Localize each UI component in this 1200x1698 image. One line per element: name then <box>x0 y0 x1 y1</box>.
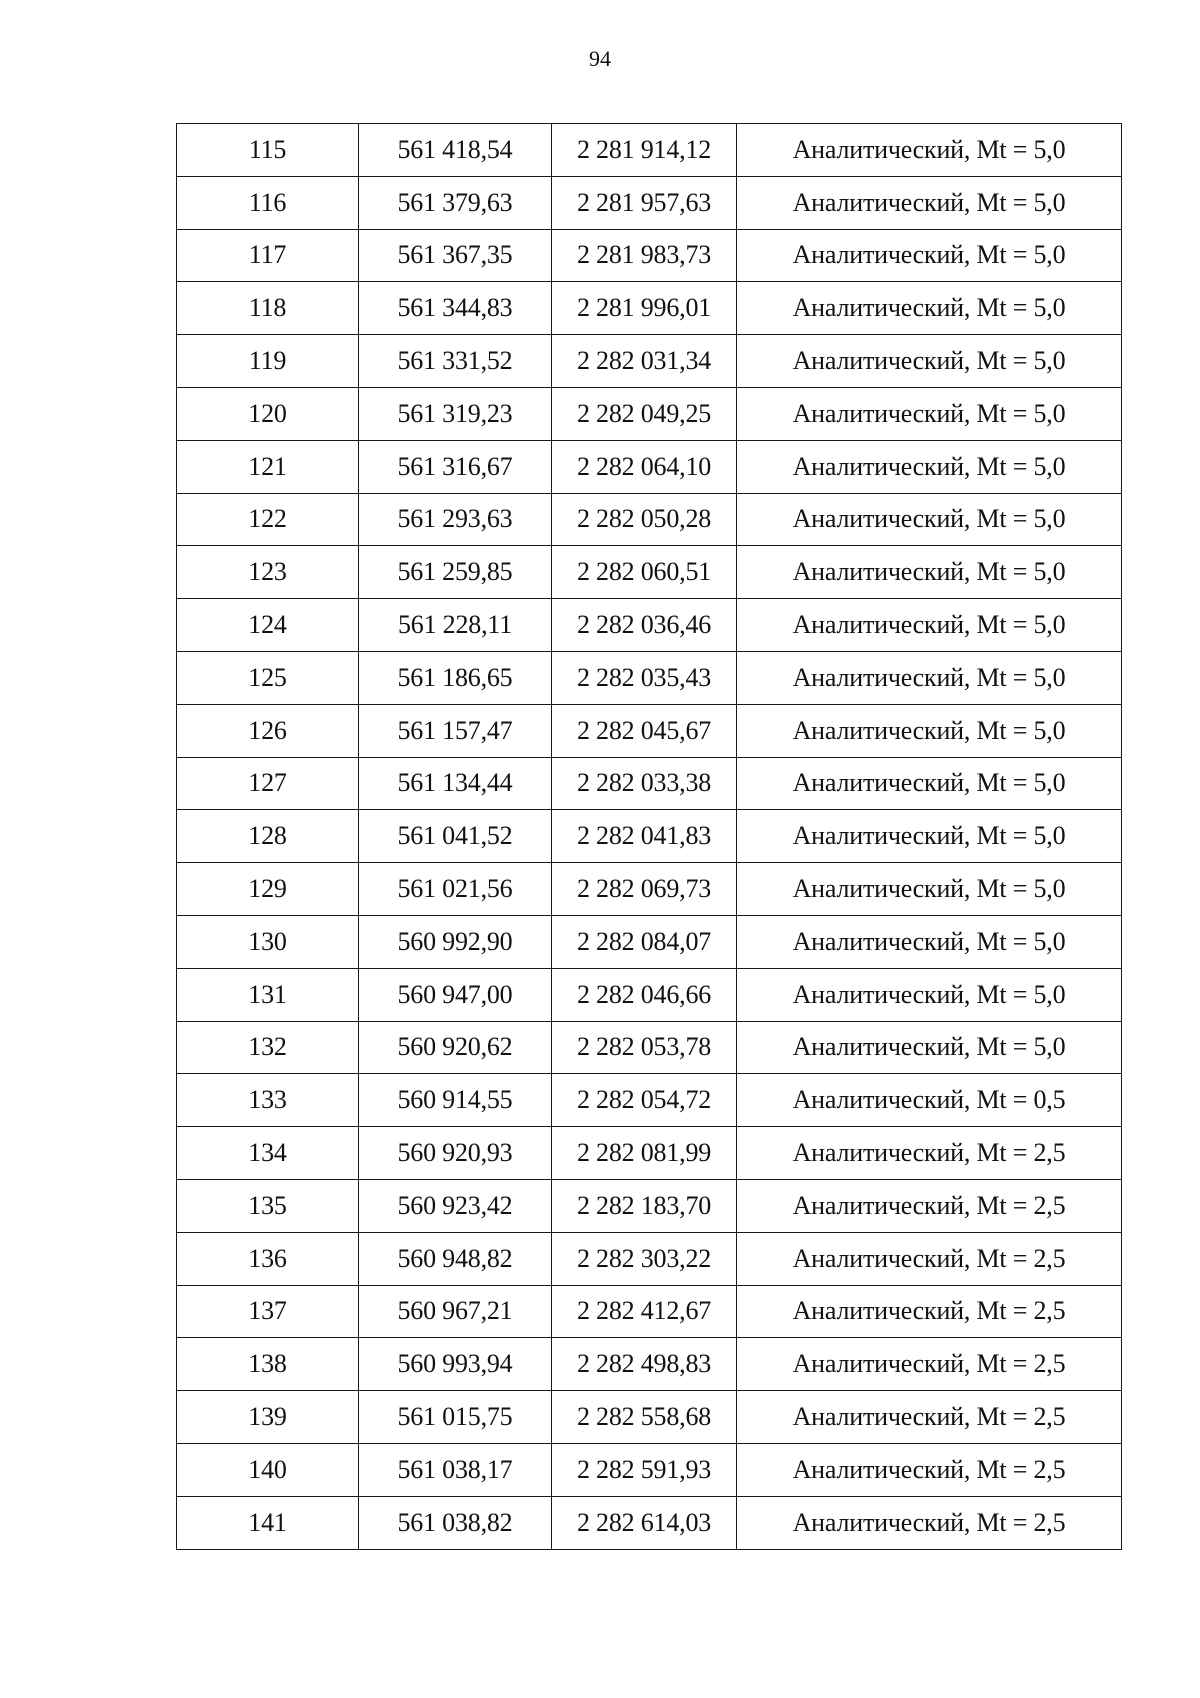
y-coordinate-cell: 2 282 412,67 <box>552 1285 737 1338</box>
x-coordinate-cell: 561 316,67 <box>359 440 552 493</box>
point-number-cell: 134 <box>177 1127 359 1180</box>
method-accuracy-cell: Аналитический, Mt = 5,0 <box>737 229 1122 282</box>
point-number-cell: 131 <box>177 968 359 1021</box>
method-accuracy-cell: Аналитический, Mt = 5,0 <box>737 863 1122 916</box>
point-number-cell: 121 <box>177 440 359 493</box>
point-number-cell: 116 <box>177 176 359 229</box>
y-coordinate-cell: 2 281 957,63 <box>552 176 737 229</box>
x-coordinate-cell: 560 947,00 <box>359 968 552 1021</box>
point-number-cell: 122 <box>177 493 359 546</box>
x-coordinate-cell: 560 914,55 <box>359 1074 552 1127</box>
x-coordinate-cell: 560 992,90 <box>359 915 552 968</box>
coordinates-table <box>176 123 1122 1550</box>
y-coordinate-cell: 2 282 050,28 <box>552 493 737 546</box>
table-row <box>177 282 1122 335</box>
x-coordinate-cell: 560 920,62 <box>359 1021 552 1074</box>
y-coordinate-cell: 2 282 084,07 <box>552 915 737 968</box>
method-accuracy-cell: Аналитический, Mt = 2,5 <box>737 1496 1122 1549</box>
point-number-cell: 135 <box>177 1179 359 1232</box>
x-coordinate-cell: 561 228,11 <box>359 599 552 652</box>
y-coordinate-cell: 2 282 053,78 <box>552 1021 737 1074</box>
x-coordinate-cell: 561 344,83 <box>359 282 552 335</box>
method-accuracy-cell: Аналитический, Mt = 5,0 <box>737 387 1122 440</box>
table-row <box>177 1443 1122 1496</box>
y-coordinate-cell: 2 281 914,12 <box>552 124 737 177</box>
table-row <box>177 704 1122 757</box>
table-row <box>177 493 1122 546</box>
table-row <box>177 546 1122 599</box>
method-accuracy-cell: Аналитический, Mt = 5,0 <box>737 176 1122 229</box>
x-coordinate-cell: 561 038,17 <box>359 1443 552 1496</box>
table-row <box>177 1496 1122 1549</box>
point-number-cell: 127 <box>177 757 359 810</box>
method-accuracy-cell: Аналитический, Mt = 2,5 <box>737 1443 1122 1496</box>
point-number-cell: 128 <box>177 810 359 863</box>
y-coordinate-cell: 2 282 498,83 <box>552 1338 737 1391</box>
x-coordinate-cell: 560 948,82 <box>359 1232 552 1285</box>
y-coordinate-cell: 2 282 303,22 <box>552 1232 737 1285</box>
x-coordinate-cell: 561 331,52 <box>359 335 552 388</box>
table-row <box>177 1127 1122 1180</box>
method-accuracy-cell: Аналитический, Mt = 5,0 <box>737 757 1122 810</box>
method-accuracy-cell: Аналитический, Mt = 5,0 <box>737 546 1122 599</box>
point-number-cell: 138 <box>177 1338 359 1391</box>
y-coordinate-cell: 2 282 035,43 <box>552 651 737 704</box>
x-coordinate-cell: 560 967,21 <box>359 1285 552 1338</box>
method-accuracy-cell: Аналитический, Mt = 5,0 <box>737 124 1122 177</box>
x-coordinate-cell: 560 923,42 <box>359 1179 552 1232</box>
method-accuracy-cell: Аналитический, Mt = 2,5 <box>737 1232 1122 1285</box>
table-row <box>177 1021 1122 1074</box>
y-coordinate-cell: 2 282 054,72 <box>552 1074 737 1127</box>
point-number-cell: 125 <box>177 651 359 704</box>
y-coordinate-cell: 2 282 614,03 <box>552 1496 737 1549</box>
x-coordinate-cell: 560 920,93 <box>359 1127 552 1180</box>
page-number: 94 <box>589 46 611 71</box>
table-row <box>177 599 1122 652</box>
x-coordinate-cell: 561 157,47 <box>359 704 552 757</box>
x-coordinate-cell: 561 367,35 <box>359 229 552 282</box>
table-row <box>177 387 1122 440</box>
table-row <box>177 229 1122 282</box>
point-number-cell: 120 <box>177 387 359 440</box>
method-accuracy-cell: Аналитический, Mt = 5,0 <box>737 335 1122 388</box>
x-coordinate-cell: 561 319,23 <box>359 387 552 440</box>
y-coordinate-cell: 2 281 996,01 <box>552 282 737 335</box>
table-row <box>177 1232 1122 1285</box>
coordinates-table-body <box>177 124 1122 1550</box>
point-number-cell: 137 <box>177 1285 359 1338</box>
x-coordinate-cell: 561 038,82 <box>359 1496 552 1549</box>
x-coordinate-cell: 561 259,85 <box>359 546 552 599</box>
y-coordinate-cell: 2 282 041,83 <box>552 810 737 863</box>
y-coordinate-cell: 2 281 983,73 <box>552 229 737 282</box>
table-row <box>177 124 1122 177</box>
table-row <box>177 757 1122 810</box>
table-row <box>177 915 1122 968</box>
method-accuracy-cell: Аналитический, Mt = 5,0 <box>737 704 1122 757</box>
y-coordinate-cell: 2 282 033,38 <box>552 757 737 810</box>
method-accuracy-cell: Аналитический, Mt = 5,0 <box>737 282 1122 335</box>
table-row <box>177 863 1122 916</box>
point-number-cell: 139 <box>177 1391 359 1444</box>
point-number-cell: 132 <box>177 1021 359 1074</box>
point-number-cell: 130 <box>177 915 359 968</box>
method-accuracy-cell: Аналитический, Mt = 0,5 <box>737 1074 1122 1127</box>
method-accuracy-cell: Аналитический, Mt = 5,0 <box>737 440 1122 493</box>
point-number-cell: 126 <box>177 704 359 757</box>
x-coordinate-cell: 561 418,54 <box>359 124 552 177</box>
x-coordinate-cell: 561 015,75 <box>359 1391 552 1444</box>
method-accuracy-cell: Аналитический, Mt = 2,5 <box>737 1285 1122 1338</box>
point-number-cell: 129 <box>177 863 359 916</box>
y-coordinate-cell: 2 282 049,25 <box>552 387 737 440</box>
y-coordinate-cell: 2 282 045,67 <box>552 704 737 757</box>
point-number-cell: 136 <box>177 1232 359 1285</box>
table-row <box>177 440 1122 493</box>
method-accuracy-cell: Аналитический, Mt = 5,0 <box>737 1021 1122 1074</box>
y-coordinate-cell: 2 282 591,93 <box>552 1443 737 1496</box>
point-number-cell: 118 <box>177 282 359 335</box>
y-coordinate-cell: 2 282 046,66 <box>552 968 737 1021</box>
x-coordinate-cell: 560 993,94 <box>359 1338 552 1391</box>
method-accuracy-cell: Аналитический, Mt = 5,0 <box>737 915 1122 968</box>
x-coordinate-cell: 561 021,56 <box>359 863 552 916</box>
method-accuracy-cell: Аналитический, Mt = 2,5 <box>737 1338 1122 1391</box>
x-coordinate-cell: 561 041,52 <box>359 810 552 863</box>
table-row <box>177 1074 1122 1127</box>
method-accuracy-cell: Аналитический, Mt = 2,5 <box>737 1127 1122 1180</box>
method-accuracy-cell: Аналитический, Mt = 2,5 <box>737 1179 1122 1232</box>
table-row <box>177 1179 1122 1232</box>
x-coordinate-cell: 561 134,44 <box>359 757 552 810</box>
method-accuracy-cell: Аналитический, Mt = 2,5 <box>737 1391 1122 1444</box>
y-coordinate-cell: 2 282 183,70 <box>552 1179 737 1232</box>
table-row <box>177 1285 1122 1338</box>
point-number-cell: 117 <box>177 229 359 282</box>
method-accuracy-cell: Аналитический, Mt = 5,0 <box>737 968 1122 1021</box>
method-accuracy-cell: Аналитический, Mt = 5,0 <box>737 599 1122 652</box>
point-number-cell: 119 <box>177 335 359 388</box>
y-coordinate-cell: 2 282 558,68 <box>552 1391 737 1444</box>
x-coordinate-cell: 561 186,65 <box>359 651 552 704</box>
y-coordinate-cell: 2 282 031,34 <box>552 335 737 388</box>
y-coordinate-cell: 2 282 060,51 <box>552 546 737 599</box>
table-row <box>177 1338 1122 1391</box>
point-number-cell: 115 <box>177 124 359 177</box>
point-number-cell: 133 <box>177 1074 359 1127</box>
point-number-cell: 140 <box>177 1443 359 1496</box>
point-number-cell: 123 <box>177 546 359 599</box>
table-row <box>177 1391 1122 1444</box>
point-number-cell: 141 <box>177 1496 359 1549</box>
table-row <box>177 176 1122 229</box>
point-number-cell: 124 <box>177 599 359 652</box>
method-accuracy-cell: Аналитический, Mt = 5,0 <box>737 493 1122 546</box>
table-row <box>177 335 1122 388</box>
y-coordinate-cell: 2 282 069,73 <box>552 863 737 916</box>
y-coordinate-cell: 2 282 081,99 <box>552 1127 737 1180</box>
method-accuracy-cell: Аналитический, Mt = 5,0 <box>737 651 1122 704</box>
y-coordinate-cell: 2 282 064,10 <box>552 440 737 493</box>
y-coordinate-cell: 2 282 036,46 <box>552 599 737 652</box>
table-row <box>177 968 1122 1021</box>
method-accuracy-cell: Аналитический, Mt = 5,0 <box>737 810 1122 863</box>
table-row <box>177 651 1122 704</box>
x-coordinate-cell: 561 379,63 <box>359 176 552 229</box>
x-coordinate-cell: 561 293,63 <box>359 493 552 546</box>
table-row <box>177 810 1122 863</box>
